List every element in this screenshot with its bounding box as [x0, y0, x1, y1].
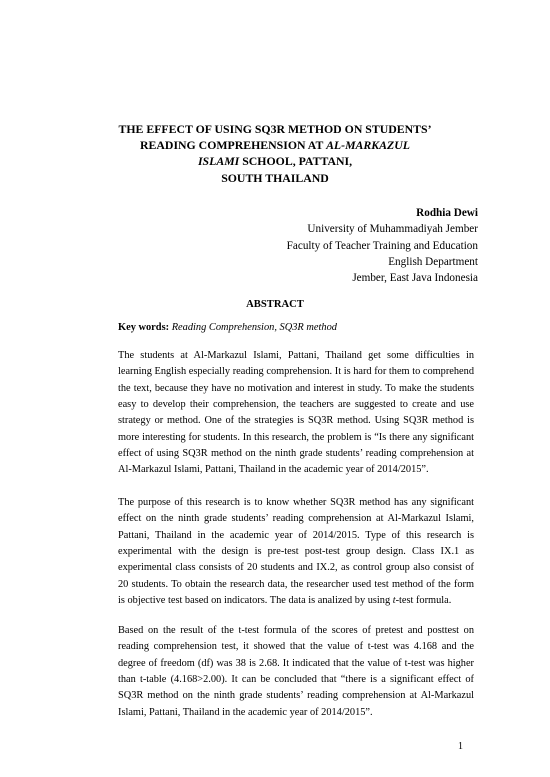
title-line-3-italic: ISLAMI: [197, 154, 240, 169]
paragraph-2-italic-t: t: [392, 595, 396, 607]
author-affiliation-line: Faculty of Teacher Training and Education: [286, 239, 478, 252]
keywords-value: Reading Comprehension, SQ3R method: [169, 322, 337, 333]
title-line-3: [95, 153, 455, 169]
abstract-paragraph-3: Based on the result of the t-test formula of the scores of pretest and posttest on reading comprehension test, it showed that the value of t-test was 4.168 and the degree of freedom (df) was 38 is 2.68. It indicated that the value of t-test was higher than t-table (4.168>2.00). It can be concluded that “there is a significant effect of SQ3R method on the ninth grade students’ reading comprehension at Al-Markazul Islami, Pattani, Thailand in the academic year of 2014/2015”.: [118, 625, 474, 718]
title-line-4: SOUTH THAILAND: [221, 170, 329, 185]
author-affiliation-line: Jember, East Java Indonesia: [352, 272, 478, 285]
keywords-label: Key words:: [118, 322, 170, 333]
title-line-3-text: SCHOOL, PATTANI,: [239, 154, 353, 169]
page-number: 1: [458, 741, 463, 752]
abstract-heading: ABSTRACT: [246, 299, 304, 310]
title-line-1: THE EFFECT OF USING SQ3R METHOD ON STUDENTS’: [118, 122, 432, 136]
paragraph-2-tail: -test formula.: [395, 595, 452, 607]
author-affiliation-line: English Department: [388, 255, 478, 268]
keywords-line: [118, 322, 337, 333]
author-affiliation-line: University of Muhammadiyah Jember: [307, 223, 478, 236]
paper-title: [95, 121, 455, 186]
author-name: Rodhia Dewi: [416, 207, 478, 219]
abstract-paragraph-1: The students at Al-Markazul Islami, Pattani, Thailand get some difficulties in learning English especially reading comprehension. It is hard for them to comprehend the text, because they have no motivation and interest in study. To make the students easy to develop their comprehension, the teachers are suggested to create and use strategy or method. One of the strategies is SQ3R method. Using SQ3R method is more interesting for students. In this research, the problem is “Is there any significant effect of using SQ3R method on the ninth grade students’ reading comprehension at Al-Markazul Islami, Pattani, Thailand in the academic year of 2014/2015”.: [118, 350, 474, 476]
title-line-2: [95, 137, 455, 153]
title-line-2-italic: AL-MARKAZUL: [326, 138, 410, 153]
abstract-paragraph-2: [118, 495, 474, 609]
author-block: [287, 205, 478, 286]
paragraph-2-text: The purpose of this research is to know whether SQ3R method has any significant effect on the ninth grade students’ reading comprehension at Al-Markazul Islami, Pattani, Thailand in the academic year of 2014/2015. Type of this research is experimental with the design is pre-test post-test group design. Class IX.1 as experimental class consists of 20 students and IX.2, as control group also consist of 20 students. To obtain the research data, the researcher used test method of the form is objective test based on indicators. The data is analized by using: [118, 497, 474, 607]
title-line-2-text: READING COMPREHENSION AT: [140, 138, 327, 153]
